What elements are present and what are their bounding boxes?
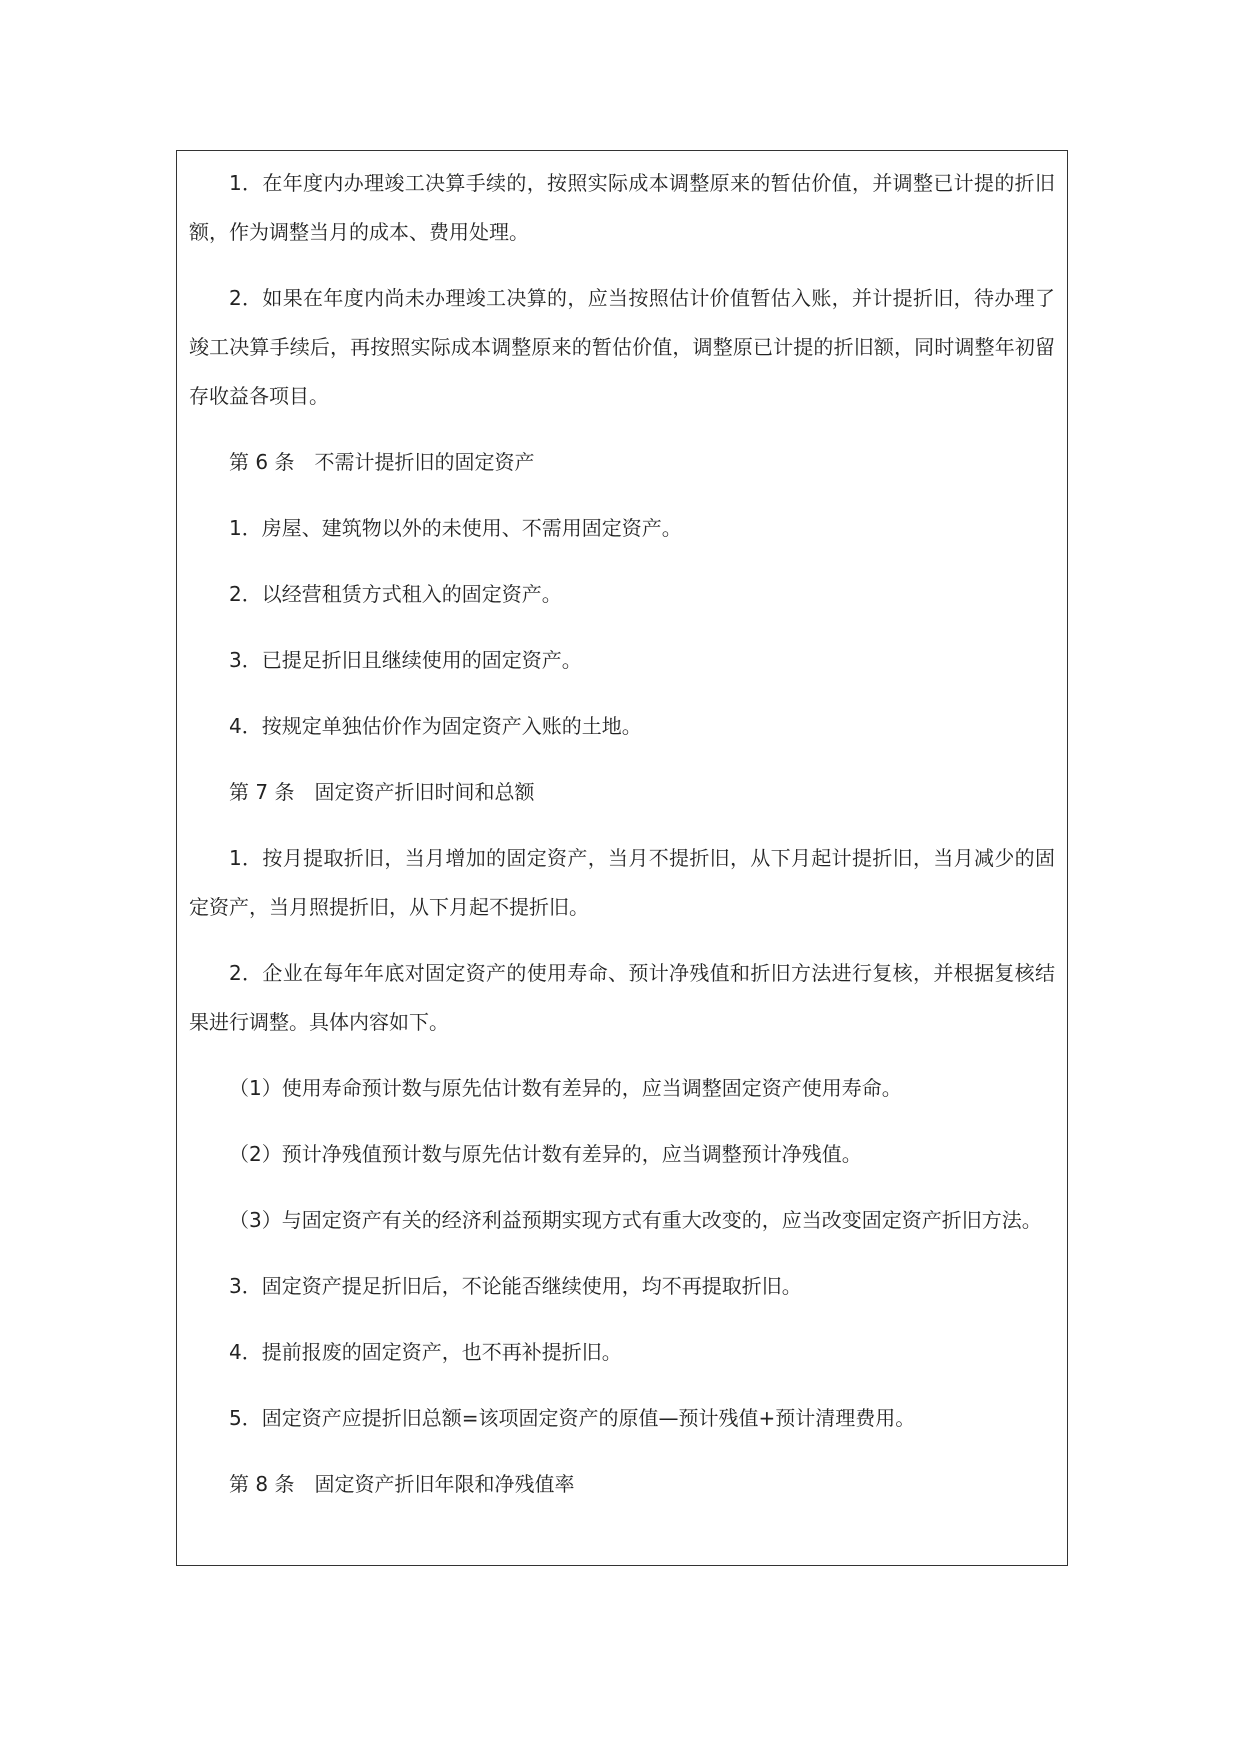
document-body xyxy=(189,159,1055,1526)
paragraph-2: 2．如果在年度内尚未办理竣工决算的，应当按照估计价值暂估入账，并计提折旧，待办理了竣工决算手续后，再按照实际成本调整原来的暂估价值，调整原已计提的折旧额，同时调整年初留存收益各项目。 xyxy=(189,286,1055,408)
article-6-item-2: 2．以经营租赁方式租入的固定资产。 xyxy=(229,582,562,606)
article-6-item-3: 3．已提足折旧且继续使用的固定资产。 xyxy=(229,648,582,672)
article-7-item-2-sub-2: （2）预计净残值预计数与原先估计数有差异的，应当调整预计净残值。 xyxy=(229,1142,862,1166)
article-7-item-3: 3．固定资产提足折旧后，不论能否继续使用，均不再提取折旧。 xyxy=(229,1274,802,1298)
article-6-item-1: 1．房屋、建筑物以外的未使用、不需用固定资产。 xyxy=(229,516,682,540)
article-7-item-5: 5．固定资产应提折旧总额=该项固定资产的原值—预计残值+预计清理费用。 xyxy=(229,1406,916,1430)
article-6-heading: 第 6 条 不需计提折旧的固定资产 xyxy=(229,450,535,474)
paragraph-1: 1．在年度内办理竣工决算手续的，按照实际成本调整原来的暂估价值，并调整已计提的折旧额，作为调整当月的成本、费用处理。 xyxy=(189,171,1055,244)
article-7-item-2-sub-3: （3）与固定资产有关的经济利益预期实现方式有重大改变的，应当改变固定资产折旧方法。 xyxy=(229,1208,1042,1232)
article-7-item-2-sub-1: （1）使用寿命预计数与原先估计数有差异的，应当调整固定资产使用寿命。 xyxy=(229,1076,902,1100)
article-6-item-4: 4．按规定单独估价作为固定资产入账的土地。 xyxy=(229,714,642,738)
article-7-item-1: 1．按月提取折旧，当月增加的固定资产，当月不提折旧，从下月起计提折旧，当月减少的固定资产，当月照提折旧，从下月起不提折旧。 xyxy=(189,846,1055,919)
article-7-item-4: 4．提前报废的固定资产，也不再补提折旧。 xyxy=(229,1340,622,1364)
article-7-heading: 第 7 条 固定资产折旧时间和总额 xyxy=(229,780,535,804)
article-8-heading: 第 8 条 固定资产折旧年限和净残值率 xyxy=(229,1472,575,1496)
article-7-item-2: 2．企业在每年年底对固定资产的使用寿命、预计净残值和折旧方法进行复核，并根据复核结果进行调整。具体内容如下。 xyxy=(189,961,1055,1034)
document-table-frame xyxy=(176,150,1068,1566)
